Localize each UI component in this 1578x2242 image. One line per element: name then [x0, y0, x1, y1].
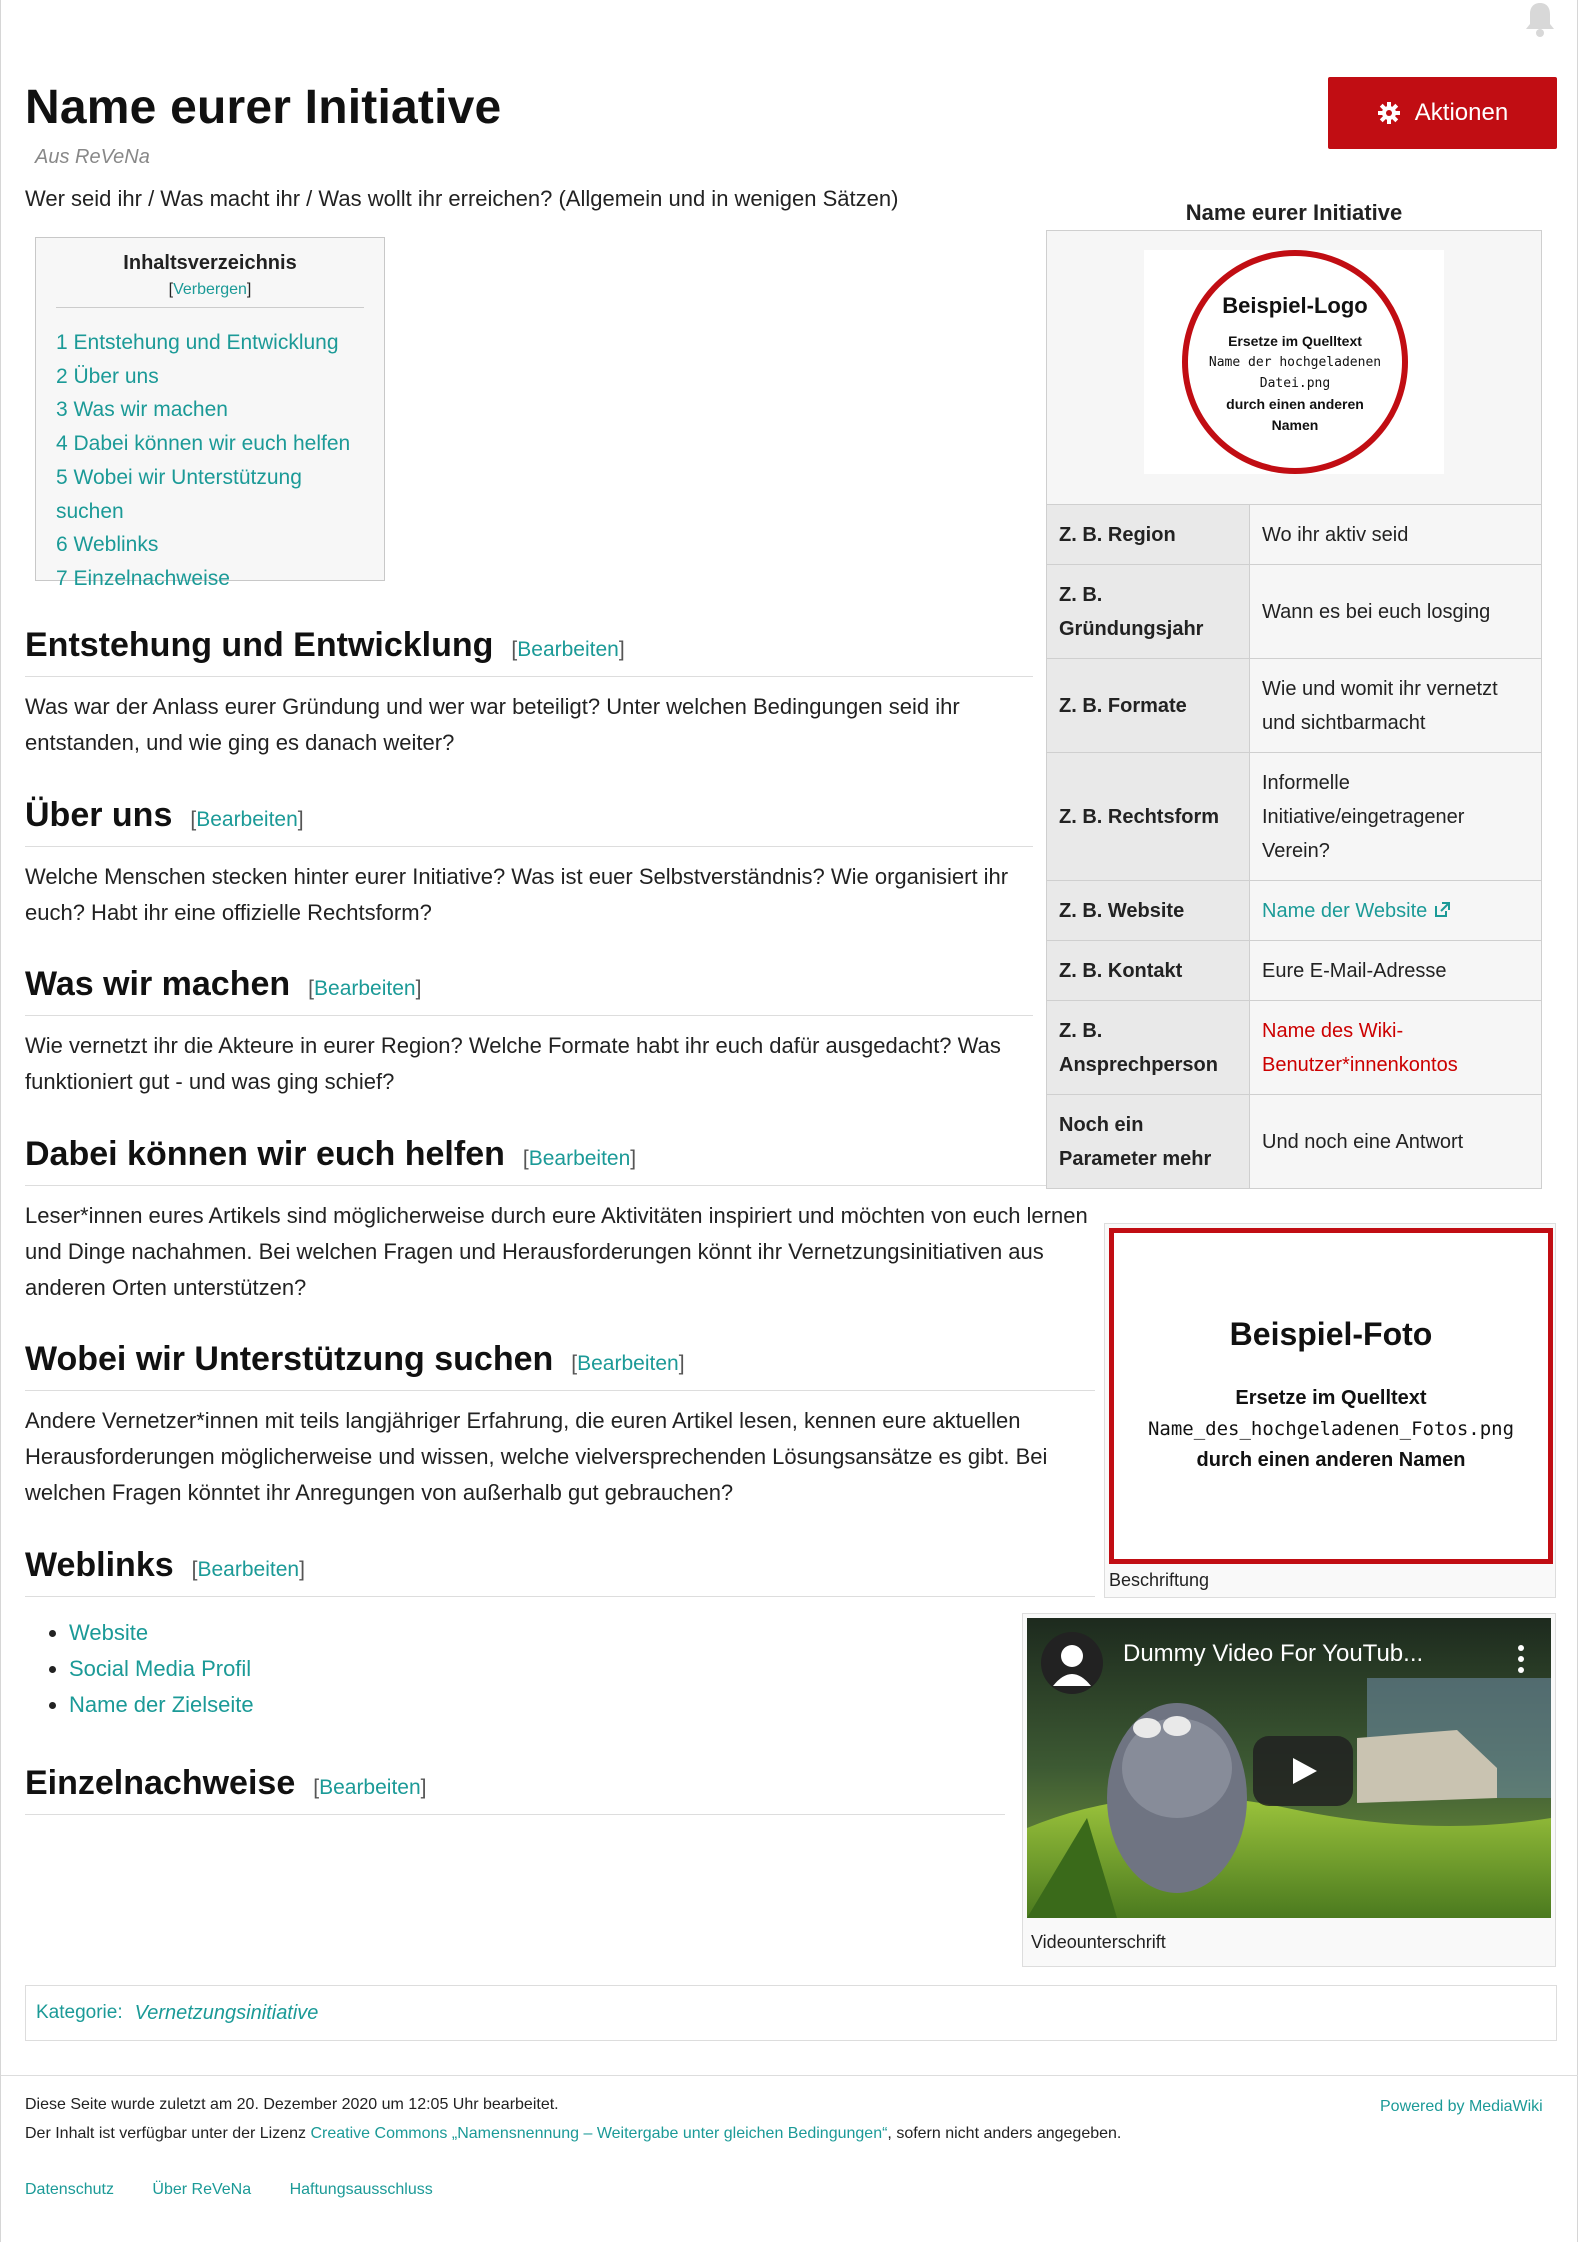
footer-about-link[interactable]: Über ReVeNa: [152, 2181, 252, 2198]
play-button[interactable]: [1253, 1736, 1353, 1806]
infobox-title: Name eurer Initiative: [1185, 200, 1403, 225]
toc-hide-link[interactable]: Verbergen: [173, 281, 247, 298]
section-heading: Über uns [Bearbeiten]: [25, 795, 1033, 847]
infobox-key: Z. B. Website: [1047, 881, 1250, 941]
gear-icon: [1377, 101, 1401, 125]
photo-caption: Beschriftung: [1109, 1570, 1210, 1590]
infobox-key: Noch ein Parameter mehr: [1047, 1095, 1250, 1189]
logo-line: Namen: [1271, 416, 1319, 433]
footer-privacy-link[interactable]: Datenschutz: [25, 2181, 114, 2198]
section-unterstuetzung: [25, 1339, 1095, 1511]
infobox-key: Z. B. Kontakt: [1047, 941, 1250, 1001]
photo-heading: Beispiel-Foto: [1229, 1316, 1433, 1352]
logo-filename: Datei.png: [1259, 375, 1331, 391]
section-heading: Weblinks [Bearbeiten]: [25, 1545, 1095, 1597]
toc-item[interactable]: 1 Entstehung und Entwicklung: [56, 331, 339, 354]
logo-image[interactable]: [1144, 250, 1444, 474]
toc-toggle: [Verbergen]: [56, 281, 364, 308]
weblink-social-media[interactable]: Social Media Profil: [69, 1656, 252, 1681]
section-text: Leser*innen eures Artikels sind möglicherweise durch eure Aktivitäten inspiriert und möchten von euch lernen und Dinge nachahmen. Bei welchen Fragen und Herausforderungen könnt ihr Vernetzungsinitiativen aus anderen Orten unterstützen?: [25, 1203, 1088, 1300]
logo-line: Ersetze im Quelltext: [1228, 332, 1362, 349]
edit-link[interactable]: Bearbeiten: [319, 1776, 421, 1799]
section-ueber-uns: [25, 795, 1033, 931]
infobox-value: Wo ihr aktiv seid: [1250, 505, 1542, 565]
toc-item[interactable]: 2 Über uns: [56, 364, 159, 388]
infobox-row: [1047, 505, 1542, 565]
user-account-redlink[interactable]: Name des Wiki-Benutzer*innenkontos: [1262, 1019, 1458, 1076]
toc-item[interactable]: 6 Weblinks: [56, 533, 159, 557]
infobox-key: Z. B. Gründungsjahr: [1047, 565, 1250, 659]
toc-item[interactable]: 7 Einzelnachweise: [56, 566, 230, 590]
infobox-row: [1047, 659, 1542, 753]
category-link[interactable]: Vernetzungsinitiative: [134, 2001, 319, 2024]
table-of-contents: [35, 237, 385, 590]
infobox-value: [1250, 1001, 1542, 1095]
section-heading: Was wir machen [Bearbeiten]: [25, 964, 1033, 1016]
infobox-value: Wie und womit ihr vernetzt und sichtbarmacht: [1250, 659, 1542, 753]
photo-line: Ersetze im Quelltext: [1235, 1387, 1427, 1409]
infobox-logo-cell: [1047, 231, 1542, 505]
section-text: Welche Menschen stecken hinter eurer Initiative? Was ist euer Selbstverständnis? Wie organisiert ihr euch? Habt ihr eine offizielle Rechtsform?: [25, 864, 1009, 925]
logo-line: durch einen anderen: [1226, 395, 1364, 412]
powered-by-link[interactable]: Powered by MediaWiki: [1380, 2098, 1543, 2115]
logo-filename: Name der hochgeladenen: [1208, 354, 1382, 370]
infobox-row: [1047, 941, 1542, 1001]
infobox-value: Eure E-Mail-Adresse: [1250, 941, 1542, 1001]
video-title[interactable]: Dummy Video For YouTub...: [1123, 1640, 1424, 1667]
edit-link[interactable]: Bearbeiten: [314, 977, 416, 1000]
infobox-row: [1047, 881, 1542, 941]
section-heading: Dabei können wir euch helfen [Bearbeiten]: [25, 1134, 1095, 1186]
category-label[interactable]: Kategorie:: [36, 2002, 123, 2023]
section-heading: Einzelnachweise [Bearbeiten]: [25, 1763, 1005, 1815]
edit-link[interactable]: Bearbeiten: [196, 808, 298, 831]
weblinks-list: [25, 1615, 1095, 1723]
infobox-value: Und noch eine Antwort: [1250, 1095, 1542, 1189]
actions-button-label: Aktionen: [1414, 99, 1509, 126]
toc-item[interactable]: 3 Was wir machen: [56, 398, 228, 422]
user-silhouette-icon: [1041, 1632, 1103, 1694]
intro-text: Wer seid ihr / Was macht ihr / Was wollt ihr erreichen? (Allgemein und in wenigen Sätzen): [25, 186, 899, 211]
weblink-website[interactable]: Website: [69, 1620, 149, 1645]
infobox: [1046, 196, 1542, 1189]
photo-thumbnail: [1104, 1223, 1556, 1598]
section-was-wir-machen: [25, 964, 1033, 1100]
section-heading: Entstehung und Entwicklung [Bearbeiten]: [25, 625, 1033, 677]
toc-item[interactable]: 4 Dabei können wir euch helfen: [56, 432, 351, 456]
license-link[interactable]: Creative Commons „Namensnennung – Weitergabe unter gleichen Bedingungen“: [310, 2125, 888, 2142]
infobox-key: Z. B. Formate: [1047, 659, 1250, 753]
page-title: Name eurer Initiative: [25, 81, 502, 134]
edit-link[interactable]: Bearbeiten: [577, 1352, 679, 1375]
video-caption: Videounterschrift: [1031, 1932, 1166, 1952]
channel-avatar[interactable]: [1041, 1632, 1103, 1694]
example-photo[interactable]: [1109, 1228, 1553, 1564]
toc-list: [56, 326, 364, 596]
infobox-table: [1046, 230, 1542, 1189]
actions-button[interactable]: [1328, 77, 1557, 149]
toc-title: Inhaltsverzeichnis: [123, 252, 297, 274]
infobox-key: Z. B. Ansprechperson: [1047, 1001, 1250, 1095]
section-entstehung: [25, 625, 1033, 761]
page-source: Aus ReVeNa: [35, 146, 150, 168]
edit-link[interactable]: Bearbeiten: [197, 1558, 300, 1581]
infobox-value: Wann es bei euch losging: [1250, 565, 1542, 659]
website-link[interactable]: Name der Website: [1262, 899, 1428, 922]
video-thumbnail: [1022, 1613, 1556, 1967]
section-text: Wie vernetzt ihr die Akteure in eurer Region? Welche Formate habt ihr euch dafür ausgedacht? Was funktioniert gut - und was ging schief?: [25, 1033, 1001, 1094]
section-text: Andere Vernetzer*innen mit teils langjähriger Erfahrung, die euren Artikel lesen, kennen eure aktuellen Herausforderungen möglicherweise und wissen, welche vielversprechenden Lösungsansätze es gibt. Bei welchen Fragen könntet ihr Anregungen von außerhalb gut gebrauchen?: [25, 1408, 1048, 1505]
footer: [1, 2075, 1578, 2198]
more-options-icon[interactable]: [1517, 1644, 1525, 1674]
infobox-key: Z. B. Region: [1047, 505, 1250, 565]
section-einzelnachweise: [25, 1763, 1005, 1815]
section-heading: Wobei wir Unterstützung suchen [Bearbeiten]: [25, 1339, 1095, 1391]
photo-line: durch einen anderen Namen: [1196, 1449, 1466, 1471]
logo-heading: Beispiel-Logo: [1222, 292, 1368, 318]
infobox-row: [1047, 1095, 1542, 1189]
play-icon: [1253, 1736, 1353, 1806]
infobox-row: [1047, 1001, 1542, 1095]
section-helfen: [25, 1134, 1095, 1306]
weblink-target-page[interactable]: Name der Zielseite: [69, 1692, 254, 1717]
notification-bell-icon[interactable]: [1523, 0, 1557, 38]
infobox-row: [1047, 565, 1542, 659]
infobox-value: Informelle Initiative/eingetragener Verein?: [1250, 753, 1542, 881]
video-player[interactable]: [1027, 1618, 1551, 1918]
category-box: [25, 1985, 1557, 2041]
toc-item[interactable]: 5 Wobei wir Unterstützung suchen: [56, 465, 302, 523]
footer-links: [25, 2181, 467, 2199]
last-edited: Diese Seite wurde zuletzt am 20. Dezember 2020 um 12:05 Uhr bearbeitet.: [25, 2096, 559, 2113]
logo-circle: [1182, 250, 1408, 474]
footer-disclaimer-link[interactable]: Haftungsausschluss: [289, 2181, 433, 2198]
infobox-row: [1047, 753, 1542, 881]
edit-link[interactable]: Bearbeiten: [528, 1147, 631, 1170]
edit-link[interactable]: Bearbeiten: [517, 638, 619, 661]
photo-filename: Name_des_hochgeladenen_Fotos.png: [1147, 1418, 1515, 1440]
infobox-key: Z. B. Rechtsform: [1047, 753, 1250, 881]
section-text: Was war der Anlass eurer Gründung und wer war beteiligt? Unter welchen Bedingungen seid ihr entstanden, und wie ging es danach weiter?: [25, 694, 960, 755]
infobox-value: [1250, 881, 1542, 941]
footer-info: [25, 2090, 1145, 2148]
license-info: Der Inhalt ist verfügbar unter der Lizenz Creative Commons „Namensnennung – Weitergabe unter gleichen Bedingungen“, sofern nicht anders angegeben.: [25, 2125, 1122, 2142]
external-link-icon: [1433, 901, 1451, 919]
section-weblinks: [25, 1545, 1095, 1723]
